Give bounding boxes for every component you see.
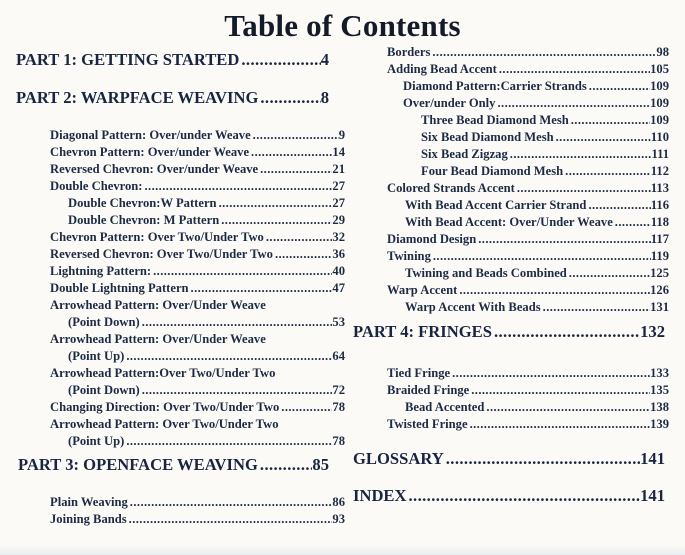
toc-entry-page: 29 xyxy=(332,213,345,227)
toc-entry[interactable] xyxy=(50,400,345,415)
toc-entry-title: Joining Bands xyxy=(50,512,127,526)
toc-entry-continuation: (Point Up) xyxy=(68,349,125,363)
toc-part-entry[interactable] xyxy=(353,486,665,506)
toc-entry-title: Arrowhead Pattern: Over/Under Weave xyxy=(50,332,266,346)
toc-entry-title: PART 3: OPENFACE WEAVING xyxy=(18,455,258,474)
toc-entry-page: 109 xyxy=(650,79,669,93)
toc-entry[interactable] xyxy=(421,130,669,145)
toc-entry-page: 117 xyxy=(650,232,669,246)
toc-entry-page: 86 xyxy=(332,495,345,509)
toc-entry[interactable] xyxy=(387,283,669,298)
toc-entry[interactable] xyxy=(50,495,345,510)
toc-entry-page: 126 xyxy=(650,283,669,297)
page-title: Table of Contents xyxy=(224,8,461,43)
toc-entry-title: PART 2: WARPFACE WEAVING xyxy=(16,88,259,107)
toc-entry[interactable] xyxy=(50,417,345,449)
toc-entry-title: PART 4: FRINGES xyxy=(353,322,492,341)
toc-part-entry[interactable] xyxy=(353,449,665,469)
toc-entry-title: Tied Fringe xyxy=(387,366,451,380)
toc-entry-title: With Bead Accent: Over/Under Weave xyxy=(405,215,613,229)
toc-entry-title: Double Chevron: xyxy=(50,179,143,193)
toc-entry-continuation: (Point Down) xyxy=(68,315,140,329)
toc-entry-title: Reversed Chevron: Over Two/Under Two xyxy=(50,247,273,261)
toc-entry-title: Double Lightning Pattern xyxy=(50,281,189,295)
toc-entry-page: 9 xyxy=(338,128,345,142)
toc-entry-title: Arrowhead Pattern:Over Two/Under Two xyxy=(50,366,276,380)
toc-entry[interactable] xyxy=(405,266,669,281)
toc-entry-title: Diagonal Pattern: Over/under Weave xyxy=(50,128,251,142)
toc-entry-page: 27 xyxy=(332,179,345,193)
toc-entry-page: 133 xyxy=(650,366,669,380)
toc-entry-page: 118 xyxy=(650,215,669,229)
toc-entry[interactable] xyxy=(387,417,669,432)
toc-entry-title: INDEX xyxy=(353,486,407,505)
toc-entry-title: PART 1: GETTING STARTED xyxy=(16,50,240,69)
toc-entry-title: GLOSSARY xyxy=(353,449,444,468)
toc-entry-continuation: (Point Up) xyxy=(68,434,125,448)
toc-entry-title: Twining and Beads Combined xyxy=(405,266,567,280)
toc-entry[interactable] xyxy=(421,147,669,162)
toc-entry-page: 139 xyxy=(650,417,669,431)
toc-part-entry[interactable] xyxy=(353,322,665,342)
toc-entry[interactable] xyxy=(405,215,669,230)
toc-entry-page: 141 xyxy=(640,486,665,505)
toc-entry-page: 109 xyxy=(650,113,669,127)
toc-entry-title: Double Chevron: M Pattern xyxy=(68,213,220,227)
scan-edge xyxy=(0,545,685,555)
toc-entry-title: Lightning Pattern: xyxy=(50,264,152,278)
toc-entry[interactable] xyxy=(68,213,345,228)
toc-entry-title: Chevron Pattern: Over/under Weave xyxy=(50,145,250,159)
toc-entry-page: 109 xyxy=(650,96,669,110)
toc-entry[interactable] xyxy=(387,232,669,247)
toc-entry[interactable] xyxy=(405,300,669,315)
toc-entry-page: 8 xyxy=(320,88,329,107)
toc-entry-page: 78 xyxy=(332,400,345,414)
toc-entry[interactable] xyxy=(403,79,669,94)
toc-entry[interactable] xyxy=(403,96,669,111)
toc-entry-page: 78 xyxy=(332,434,345,448)
toc-entry-page: 113 xyxy=(650,181,669,195)
toc-entry[interactable] xyxy=(50,366,345,398)
toc-entry-page: 21 xyxy=(332,162,345,176)
toc-entry-title: Six Bead Zigzag xyxy=(421,147,508,161)
toc-entry-page: 111 xyxy=(651,147,669,161)
toc-entry[interactable] xyxy=(50,332,345,364)
toc-entry-page: 141 xyxy=(640,449,665,468)
toc-part-entry[interactable] xyxy=(16,50,329,70)
toc-entry-title: Warp Accent With Beads xyxy=(405,300,541,314)
toc-entry-title: Diamond Design xyxy=(387,232,477,246)
toc-entry-page: 85 xyxy=(312,455,329,474)
toc-entry[interactable] xyxy=(50,512,345,527)
toc-entry-title: Diamond Pattern:Carrier Strands xyxy=(403,79,587,93)
toc-entry-title: Twining xyxy=(387,249,431,263)
toc-entry-title: Four Bead Diamond Mesh xyxy=(421,164,564,178)
toc-entry[interactable] xyxy=(68,196,345,211)
toc-entry-page: 105 xyxy=(650,62,669,76)
toc-entry-page: 40 xyxy=(332,264,345,278)
toc-entry[interactable] xyxy=(387,366,669,381)
toc-entry-page: 98 xyxy=(656,45,669,59)
toc-entry-page: 64 xyxy=(332,349,345,363)
toc-entry-title: Six Bead Diamond Mesh xyxy=(421,130,554,144)
toc-entry[interactable] xyxy=(50,281,345,296)
toc-entry[interactable] xyxy=(50,230,345,245)
toc-entry[interactable] xyxy=(50,298,345,330)
toc-entry-title: Plain Weaving xyxy=(50,495,128,509)
toc-entry-title: Warp Accent xyxy=(387,283,458,297)
toc-entry-title: Changing Direction: Over Two/Under Two xyxy=(50,400,280,414)
toc-entry-page: 27 xyxy=(332,196,345,210)
toc-entry-title: Colored Strands Accent xyxy=(387,181,515,195)
toc-entry-page: 125 xyxy=(650,266,669,280)
toc-entry-page: 47 xyxy=(332,281,345,295)
toc-entry-page: 36 xyxy=(332,247,345,261)
toc-entry-page: 132 xyxy=(640,322,665,341)
toc-entry-title: Three Bead Diamond Mesh xyxy=(421,113,569,127)
toc-entry-page: 112 xyxy=(650,164,669,178)
toc-entry-page: 72 xyxy=(332,383,345,397)
toc-entry-title: Over/under Only xyxy=(403,96,496,110)
toc-entry-page: 135 xyxy=(650,383,669,397)
toc-entry-page: 131 xyxy=(650,300,669,314)
toc-entry-page: 110 xyxy=(650,130,669,144)
toc-entry-page: 119 xyxy=(650,249,669,263)
toc-entry-title: Braided Fringe xyxy=(387,383,470,397)
toc-entry[interactable] xyxy=(387,181,669,196)
toc-entry[interactable] xyxy=(405,198,669,213)
toc-entry[interactable] xyxy=(421,113,669,128)
toc-entry-title: Arrowhead Pattern: Over Two/Under Two xyxy=(50,417,279,431)
toc-entry-page: 53 xyxy=(332,315,345,329)
toc-part-entry[interactable] xyxy=(16,88,329,108)
toc-entry-title: Adding Bead Accent xyxy=(387,62,497,76)
toc-entry-title: Reversed Chevron: Over/under Weave xyxy=(50,162,259,176)
toc-entry[interactable] xyxy=(50,264,345,279)
toc-entry[interactable] xyxy=(50,179,345,194)
toc-entry-page: 138 xyxy=(650,400,669,414)
toc-entry-title: Borders xyxy=(387,45,431,59)
toc-entry-title: Twisted Fringe xyxy=(387,417,468,431)
toc-entry[interactable] xyxy=(405,400,669,415)
toc-entry-title: Bead Accented xyxy=(405,400,485,414)
toc-entry[interactable] xyxy=(387,45,669,60)
toc-entry[interactable] xyxy=(387,383,669,398)
toc-entry-page: 32 xyxy=(332,230,345,244)
toc-entry[interactable] xyxy=(387,62,669,77)
toc-entry[interactable] xyxy=(50,128,345,143)
toc-part-entry[interactable] xyxy=(18,455,329,475)
toc-entry-title: Arrowhead Pattern: Over/Under Weave xyxy=(50,298,266,312)
toc-entry-page: 4 xyxy=(320,50,329,69)
toc-entry[interactable] xyxy=(387,249,669,264)
toc-entry-page: 116 xyxy=(650,198,669,212)
toc-entry-title: Chevron Pattern: Over Two/Under Two xyxy=(50,230,264,244)
toc-entry[interactable] xyxy=(50,162,345,177)
toc-entry-page: 14 xyxy=(332,145,345,159)
toc-entry-continuation: (Point Down) xyxy=(68,383,140,397)
toc-entry-title: With Bead Accent Carrier Strand xyxy=(405,198,587,212)
toc-entry[interactable] xyxy=(50,145,345,160)
toc-entry-title: Double Chevron:W Pattern xyxy=(68,196,217,210)
toc-entry-page: 93 xyxy=(332,512,345,526)
toc-entry[interactable] xyxy=(50,247,345,262)
toc-entry[interactable] xyxy=(421,164,669,179)
